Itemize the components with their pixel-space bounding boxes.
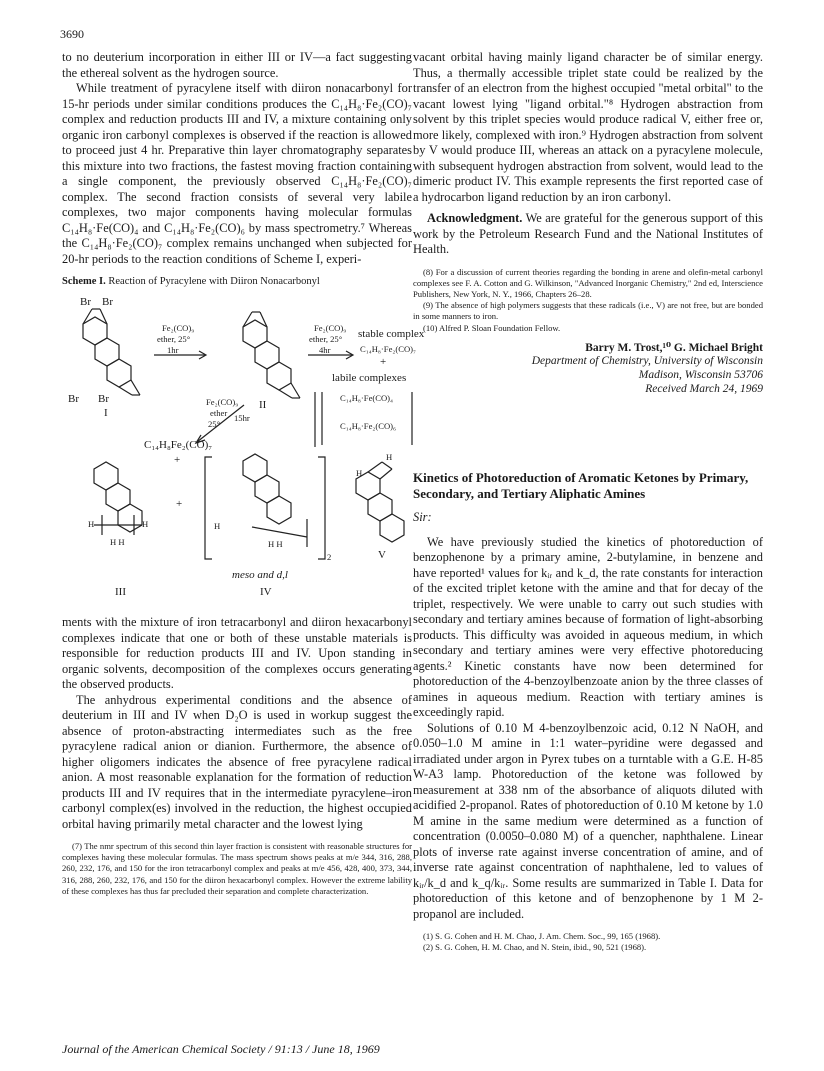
- scheme-plus-1: +: [380, 356, 387, 368]
- scheme-product: C₁₄H₈Fe₂(CO)₇: [144, 439, 213, 451]
- scheme-br-1: Br: [80, 296, 91, 308]
- footnote-8: (8) For a discussion of current theories regarding the bonding in arene and olefin-metal carbonyl complexes see F. A. Cotton and G. Wilkinson, "Advanced Inorganic Chemistry," 2nd ed, Interscience Publishers, New York, N. Y., 1966, Chapters 26–28.: [413, 266, 763, 299]
- scheme-plus-3: +: [176, 498, 183, 510]
- scheme-IV-sub2: 2: [327, 552, 332, 562]
- footnote-9: (9) The absence of high polymers suggests that these radicals (i.e., V) are not free, but are bonded in some manners to iron.: [413, 300, 763, 322]
- affiliation-city: Madison, Wisconsin 53706: [638, 368, 763, 381]
- scheme-reagent-a: Fe₂(CO)₉: [162, 323, 195, 333]
- scheme-caption-text: Reaction of Pyracylene with Diiron Nonacarbonyl: [108, 276, 320, 287]
- compound-I-structure: [83, 309, 140, 395]
- scheme-stable-formula: C₁₄H₈·Fe₂(CO)₇: [360, 344, 417, 354]
- footnote-7: (7) The nmr spectrum of this second thin layer fraction is consistent with reasonable structures for complexes having these molecular formulas. The mass spectrum shows peaks at m/e 344, 316, 288, 260, 232, 176, and 150 for the iron tetracarbonyl complex and peaks at m/e 456, 428, 400, 373, 344, 316, 288, 260, 232, 176, and 150 for the diiron hexacarbonyl complex. However the extreme lability of these complexes has thus far precluded their separation and complete characterization.: [62, 841, 412, 896]
- scheme-br-4: Br: [98, 393, 109, 405]
- scheme-caption-label: Scheme I.: [62, 276, 106, 287]
- scheme-V-h-left: H: [356, 468, 363, 478]
- affiliation-dept: Department of Chemistry, University of Wisconsin: [531, 354, 763, 367]
- right-paragraph-2: We have previously studied the kinetics of photoreduction of benzophenone by a primary amine, 2-butylamine, in benzene and have reported¹ values for kᵢᵣ and k_d, the rate constants for interaction of the excited triplet ketone with the amine and that for decay of the triplet, respectively. We were unable to carry out such studies with secondary and tertiary amines because of formation of light-absorbing products. This difficulty was avoided in aqueous medium, in which secondary and tertiary amines were very effective photoreducing agents.² Kinetic constants have now been determined for photoreduction of the 4-benzoylbenzoate anion by the three classes of amines in aqueous medium. Reaction with tertiary amines is exceedingly rapid.: [413, 534, 763, 720]
- scheme-br-2: Br: [102, 296, 113, 308]
- page-number: 3690: [60, 27, 84, 41]
- scheme-IV-h: H: [214, 521, 221, 531]
- reference-2: (2) S. G. Cohen, H. M. Chao, and N. Stein, ibid., 90, 521 (1968).: [423, 942, 647, 953]
- scheme-IV-hh: H H: [268, 539, 283, 549]
- scheme-label-IV: IV: [260, 586, 272, 598]
- references: [413, 931, 763, 953]
- scheme-III-hh: H H: [110, 537, 125, 547]
- authors: Barry M. Trost,¹⁰ G. Michael Bright: [585, 341, 763, 354]
- right-paragraph-3: Solutions of 0.10 M 4-benzoylbenzoic acid, 0.12 N NaOH, and 0.050–1.0 M amine in 1:1 water–pyridine were degassed and irradiated under argon in Pyrex tubes on a turntable with a G.E. H-85 W-A3 lamp. Photoreduction of the ketone was followed by measurement at 338 nm of the absorbance of aliquots diluted with acidified 2-propanol. Rates of photoreduction of 0.10 M ketone by 1.0 M amine in the same medium were determined as a function of concentration (0.0050–0.080 M) of a quencher, naphthalene. Linear plots of inverse rate against inverse concentration of amine, and of inverse rate against concentration of naphthalene, led to values of kᵢᵣ/k_d and k_q/kᵢᵣ. Some results are summarized in Table I. Data for photoreduction of this ketone and of benzophenone by 1 M 2-propanol are included.: [413, 720, 763, 921]
- scheme-label-V: V: [378, 549, 386, 561]
- scheme-labile: labile complexes: [332, 372, 407, 384]
- scheme-reagent-c: Fe₂(CO)₉: [206, 397, 239, 407]
- scheme-label-III: III: [115, 586, 126, 598]
- right-footnotes: [413, 267, 763, 334]
- scheme-cond-a2: 1hr: [167, 345, 179, 355]
- scheme-label-I: I: [104, 407, 108, 419]
- scheme-cond-c2: 25°: [208, 419, 221, 429]
- scheme-br-3: Br: [68, 393, 79, 405]
- scheme-caption: [62, 276, 412, 287]
- compound-III-structure: [94, 462, 142, 535]
- left-paragraph-1: to no deuterium incorporation in either III or IV—a fact suggesting the ethereal solvent as the hydrogen source.: [62, 50, 412, 80]
- acknowledgment: [413, 211, 763, 258]
- journal-footer: Journal of the American Chemical Society / 91:13 / June 18, 1969: [62, 1042, 380, 1056]
- scheme-meso: meso and d,l: [232, 569, 288, 581]
- scheme-III-h-right: H: [142, 519, 149, 529]
- scheme-labile-f2: C₁₄H₈·Fe₂(CO)₆: [340, 421, 397, 431]
- scheme-reagent-b: Fe₂(CO)₉: [314, 323, 347, 333]
- scheme-plus-2: +: [174, 454, 181, 466]
- left-paragraph-2: While treatment of pyracylene itself with diiron nonacarbonyl for 15-hr periods under similar conditions produces the C₁₄H₈·Fe₂(CO)₇ complex and reduction products III and IV, a mixture containing only organic iron carbonyl complexes is observed if the reaction is allowed to proceed just 4 hr. Preparative thin layer chromatography separates this mixture into two fractions, the fastest moving fraction containing a single component, the previously observed C₁₄H₈·Fe₂(CO)₇ complex. The second fraction consists of several very labile complexes, two major components having molecular formulas C₁₄H₈·Fe(CO)₄ and C₁₄H₈·Fe₂(CO)₆ by mass spectrometry.⁷ Whereas the C₁₄H₈·Fe₂(CO)₇ complex remains unchanged when subjected for 20-hr periods to the reaction conditions of Scheme I, experi-: [62, 81, 412, 266]
- reference-1: (1) S. G. Cohen and H. M. Chao, J. Am. Chem. Soc., 99, 165 (1968).: [423, 931, 661, 942]
- left-paragraph-4: The anhydrous experimental conditions and the absence of deuterium in III and IV when D₂O is used in workup suggest the absence of proton-abstracting intermediates such as the free pyracylene radical anion or dianion. Furthermore, the absence of higher oligomers indicates the absence of free pyracylene radical anion. A most reasonable explanation for the formation of reduction products III and IV requires that in the intermediate pyracylene–iron carbonyl complex(es) involved in the reduction, the highest occupied orbital having primarily metal character and the lowest lying: [62, 692, 412, 831]
- scheme-cond-c3: 15hr: [234, 413, 250, 423]
- ack-label: Acknowledgment.: [427, 211, 523, 225]
- right-column: [413, 50, 763, 954]
- compound-IV-structure: [205, 454, 325, 559]
- scheme-III-h-left: H: [88, 519, 95, 529]
- salutation: Sir:: [413, 509, 432, 524]
- article-title: Kinetics of Photoreduction of Aromatic Ketones by Primary, Secondary, and Tertiary Aliphatic Amines: [413, 469, 749, 501]
- compound-V-structure: [356, 462, 404, 542]
- scheme-label-II: II: [259, 399, 267, 411]
- received-date: Received March 24, 1969: [645, 382, 763, 395]
- right-paragraph-1: vacant orbital having mainly ligand character be of similar energy. Thus, a thermally accessible triplet state could be realized by the transfer of an electron from the highest occupied "metal orbital" to the vacant lowest lying "ligand orbital."⁸ Hydrogen abstraction from solvent by this triplet species would produce radical V, either free or, more likely, complexed with iron.⁹ Hydrogen abstraction from solvent by V would produce III, whereas an attack on a pyracylene molecule, with subsequent hydrogen abstraction from solvent, would lead to the dimeric product IV. This example represents the first reported case of a hydrocarbon ligand reduction by an iron carbonyl.: [413, 50, 763, 204]
- scheme-stable: stable complex: [358, 328, 425, 340]
- scheme-V-h-top: H: [386, 452, 393, 462]
- left-paragraph-3: ments with the mixture of iron tetracarbonyl and diiron hexacarbonyl complexes indicate that one or both of these unstable materials is responsible for reduction products III and IV. Upon standing in organic solvents, decomposition of the complexes occurs generating the observed products.: [62, 615, 412, 691]
- scheme-cond-a1: ether, 25°: [157, 334, 191, 344]
- scheme-cond-c1: ether: [210, 408, 228, 418]
- scheme-labile-f1: C₁₄H₈·Fe(CO)₄: [340, 393, 394, 403]
- ack-text: We are grateful for the generous support of this work by the Petroleum Research Fund and the National Institutes of Health.: [413, 211, 763, 256]
- compound-II-structure: [243, 312, 300, 398]
- scheme-cond-b2: 4hr: [319, 345, 331, 355]
- footnote-10: (10) Alfred P. Sloan Foundation Fellow.: [423, 322, 561, 333]
- scheme-cond-b1: ether, 25°: [309, 334, 343, 344]
